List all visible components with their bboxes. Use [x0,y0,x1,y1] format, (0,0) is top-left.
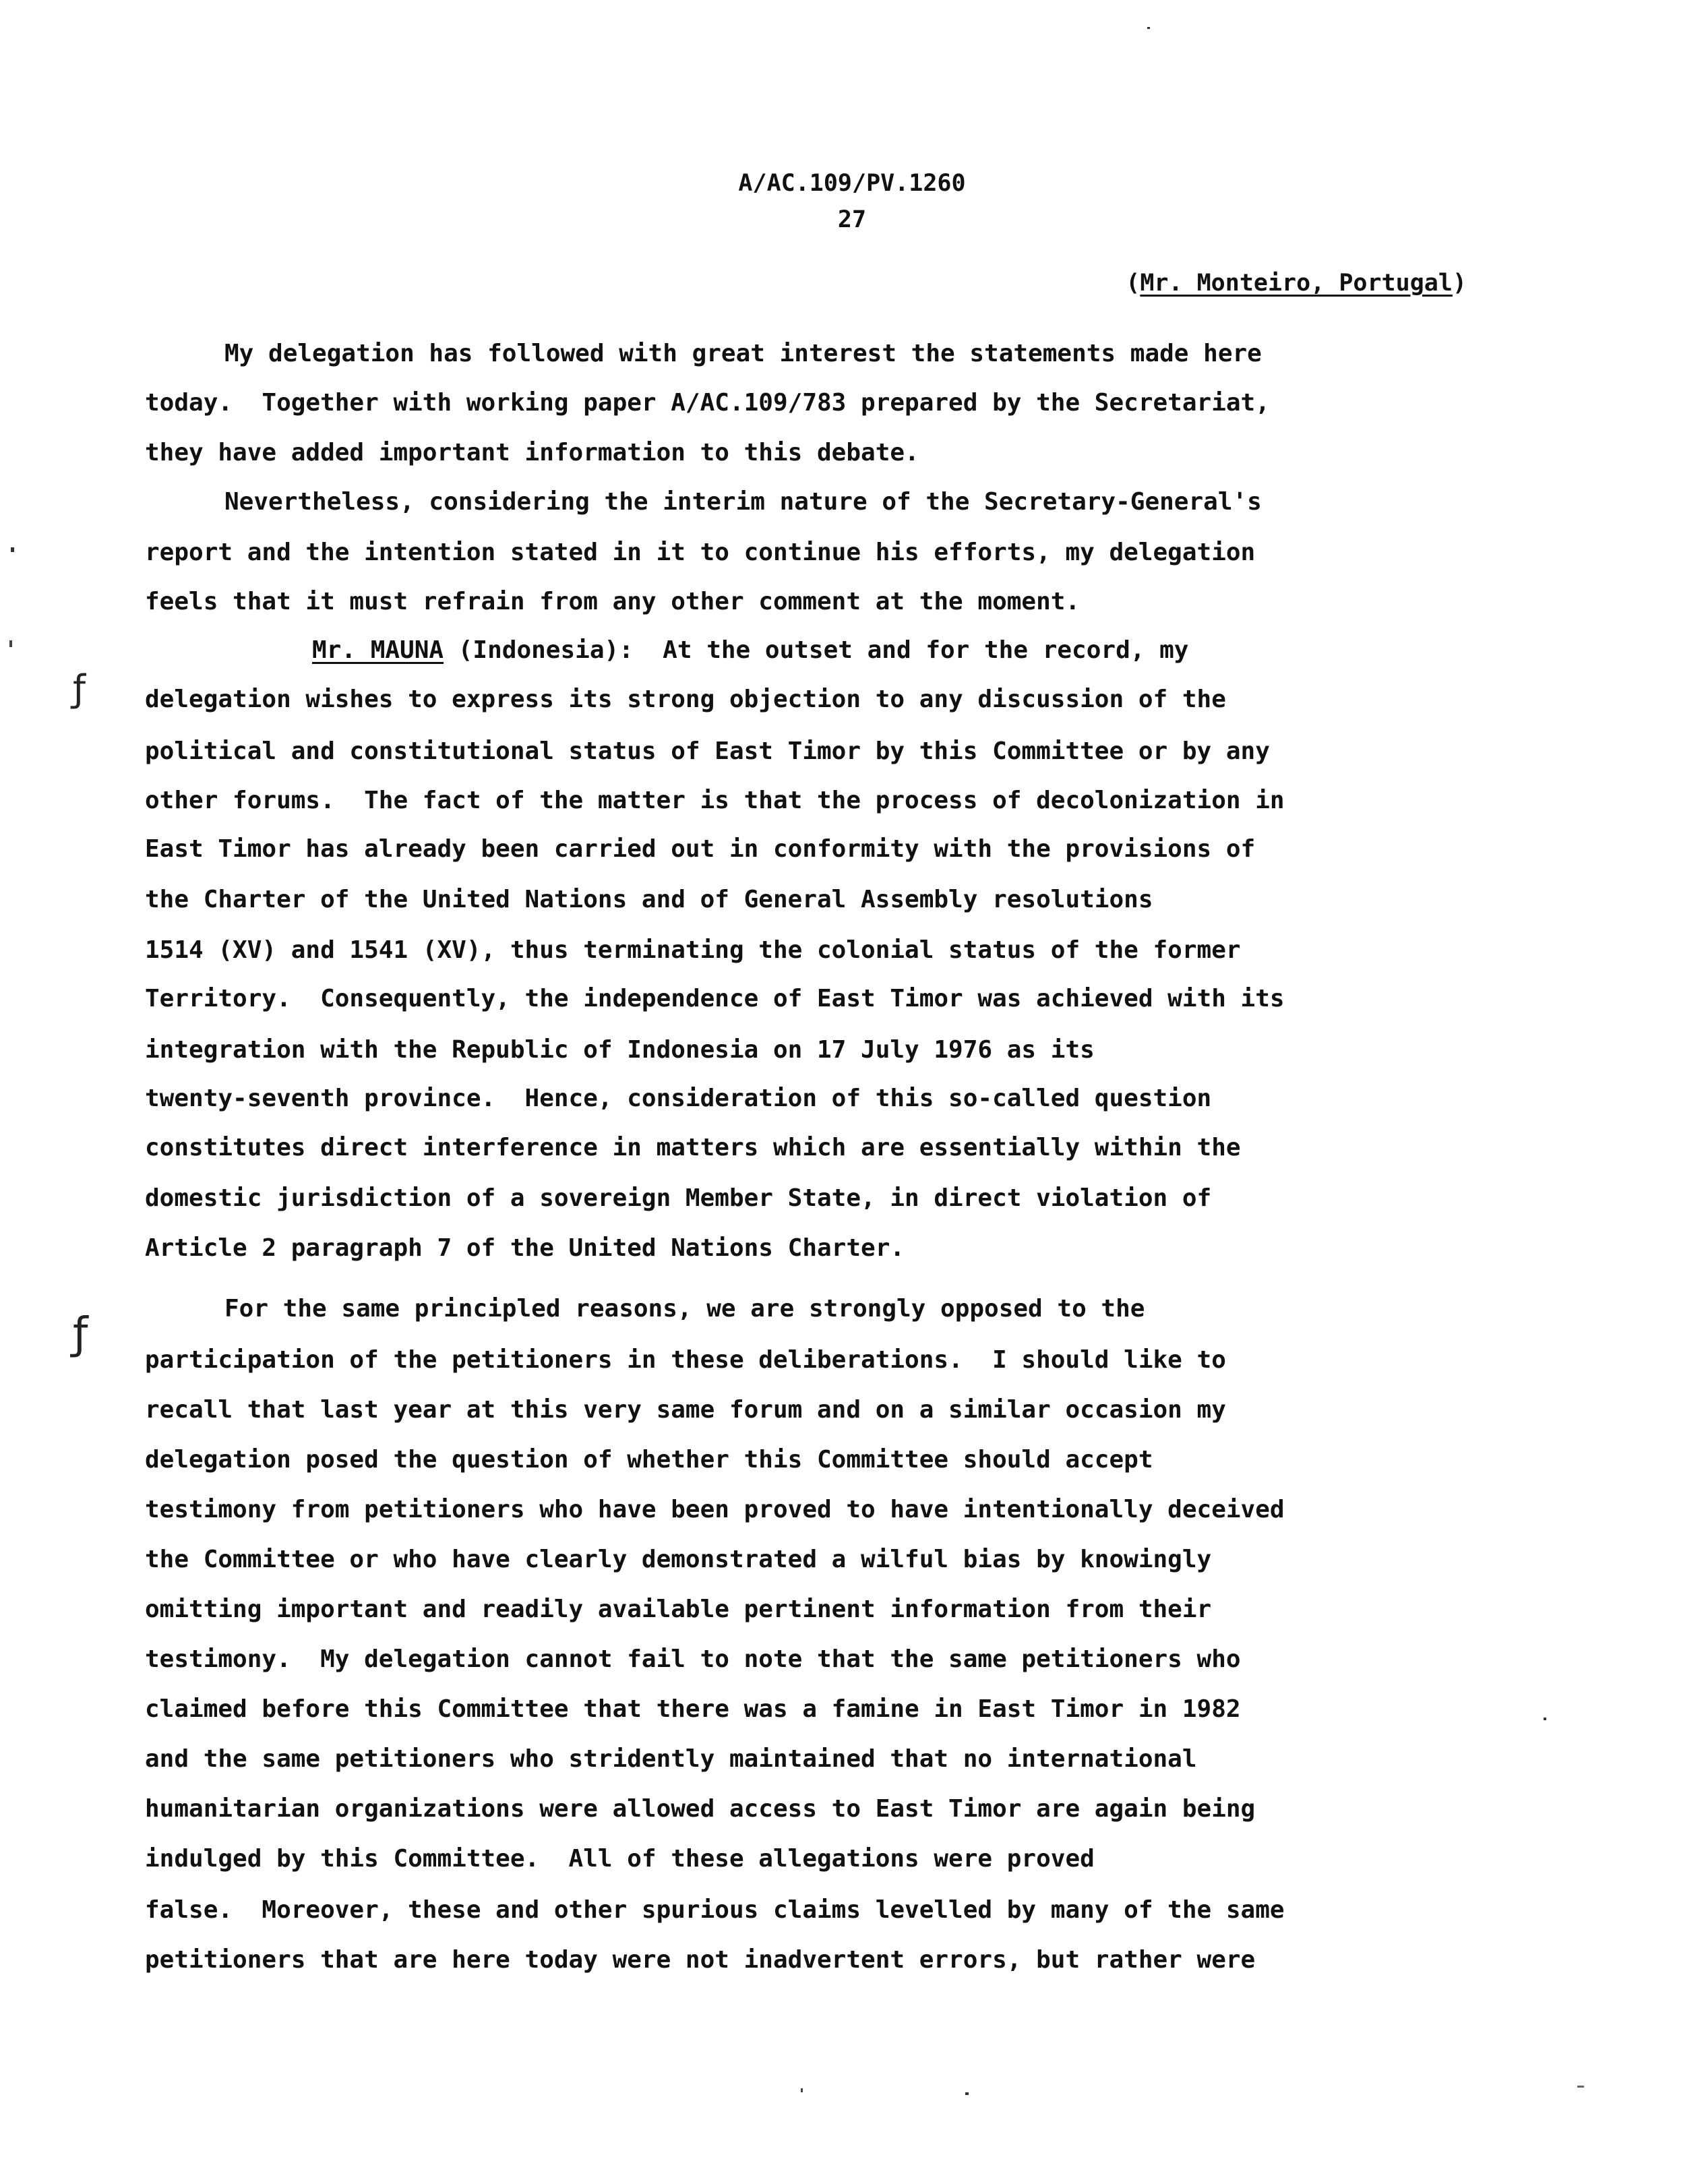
text-line: political and constitutional status of East Timor by this Committee or by any [145,737,1270,765]
text-line: delegation wishes to express its strong objection to any discussion of the [145,686,1226,713]
text-line: recall that last year at this very same forum and on a similar occasion my [145,1396,1226,1424]
page-number: 27 [837,206,867,233]
margin-mark-icon: ƒ [73,667,86,710]
text-line: feels that it must refrain from any other comment at the moment. [145,588,1081,615]
text-line: twenty-seventh province. Hence, consideration of this so-called question [145,1085,1212,1112]
text-line: For the same principled reasons, we are strongly opposed to the [224,1295,1145,1323]
text-line: participation of the petitioners in these deliberations. I should like to [145,1346,1226,1374]
text-line: Nevertheless, considering the interim nature of the Secretary-General's [224,488,1262,516]
text-line: Territory. Consequently, the independence of East Timor was achieved with its [145,985,1285,1012]
speaker-intro-line [312,630,1188,671]
text-line: East Timor has already been carried out in conformity with the provisions of [145,835,1256,863]
scan-speck [1577,2086,1584,2088]
text-line: false. Moreover, these and other spurious claims levelled by many of the same [145,1896,1285,1924]
scan-speck [1544,1718,1546,1720]
text-line: petitioners that are here today were not inadvertent errors, but rather were [145,1946,1256,1974]
text-line: and the same petitioners who stridently maintained that no international [145,1745,1197,1773]
scan-speck [11,547,14,552]
speaker-reference-name: Mr. Monteiro, Portugal [1140,270,1453,297]
speaker-intro-text: (Indonesia): At the outset and for the record, my [444,636,1189,664]
scan-speck [801,2088,803,2092]
scan-speck [965,2092,969,2095]
speaker-reference [1126,263,1467,303]
scan-speck [1147,27,1150,29]
document-symbol: A/AC.109/PV.1260 [738,170,966,197]
text-line: delegation posed the question of whether this Committee should accept [145,1446,1153,1474]
text-line: other forums. The fact of the matter is that the process of decolonization in [145,787,1285,814]
text-line: domestic jurisdiction of a sovereign Member State, in direct violation of [145,1184,1212,1212]
text-line: Article 2 paragraph 7 of the United Nations Charter. [145,1234,905,1262]
text-line: omitting important and readily available pertinent information from their [145,1596,1212,1623]
text-line: 1514 (XV) and 1541 (XV), thus terminating the colonial status of the former [145,936,1241,964]
text-line: today. Together with working paper A/AC.109/783 prepared by the Secretariat, [145,389,1270,417]
speaker-name: Mr. MAUNA [312,636,444,664]
speaker-reference-close: ) [1452,270,1467,297]
text-line: claimed before this Committee that there was a famine in East Timor in 1982 [145,1695,1241,1723]
text-line: report and the intention stated in it to continue his efforts, my delegation [145,539,1256,566]
text-line: My delegation has followed with great interest the statements made here [224,340,1262,367]
text-line: they have added important information to this debate. [145,439,919,466]
margin-mark-icon: ƒ [73,1309,88,1359]
text-line: testimony. My delegation cannot fail to note that the same petitioners who [145,1645,1241,1673]
text-line: integration with the Republic of Indonesia on 17 July 1976 as its [145,1036,1095,1064]
text-line: the Committee or who have clearly demonstrated a wilful bias by knowingly [145,1546,1212,1573]
text-line: constitutes direct interference in matters which are essentially within the [145,1134,1241,1161]
text-line: humanitarian organizations were allowed access to East Timor are again being [145,1795,1256,1823]
text-line: the Charter of the United Nations and of General Assembly resolutions [145,886,1153,913]
text-line: indulged by this Committee. All of these allegations were proved [145,1845,1095,1873]
scan-speck [9,640,12,647]
text-line: testimony from petitioners who have been proved to have intentionally deceived [145,1496,1285,1523]
speaker-reference-open: ( [1126,270,1140,297]
